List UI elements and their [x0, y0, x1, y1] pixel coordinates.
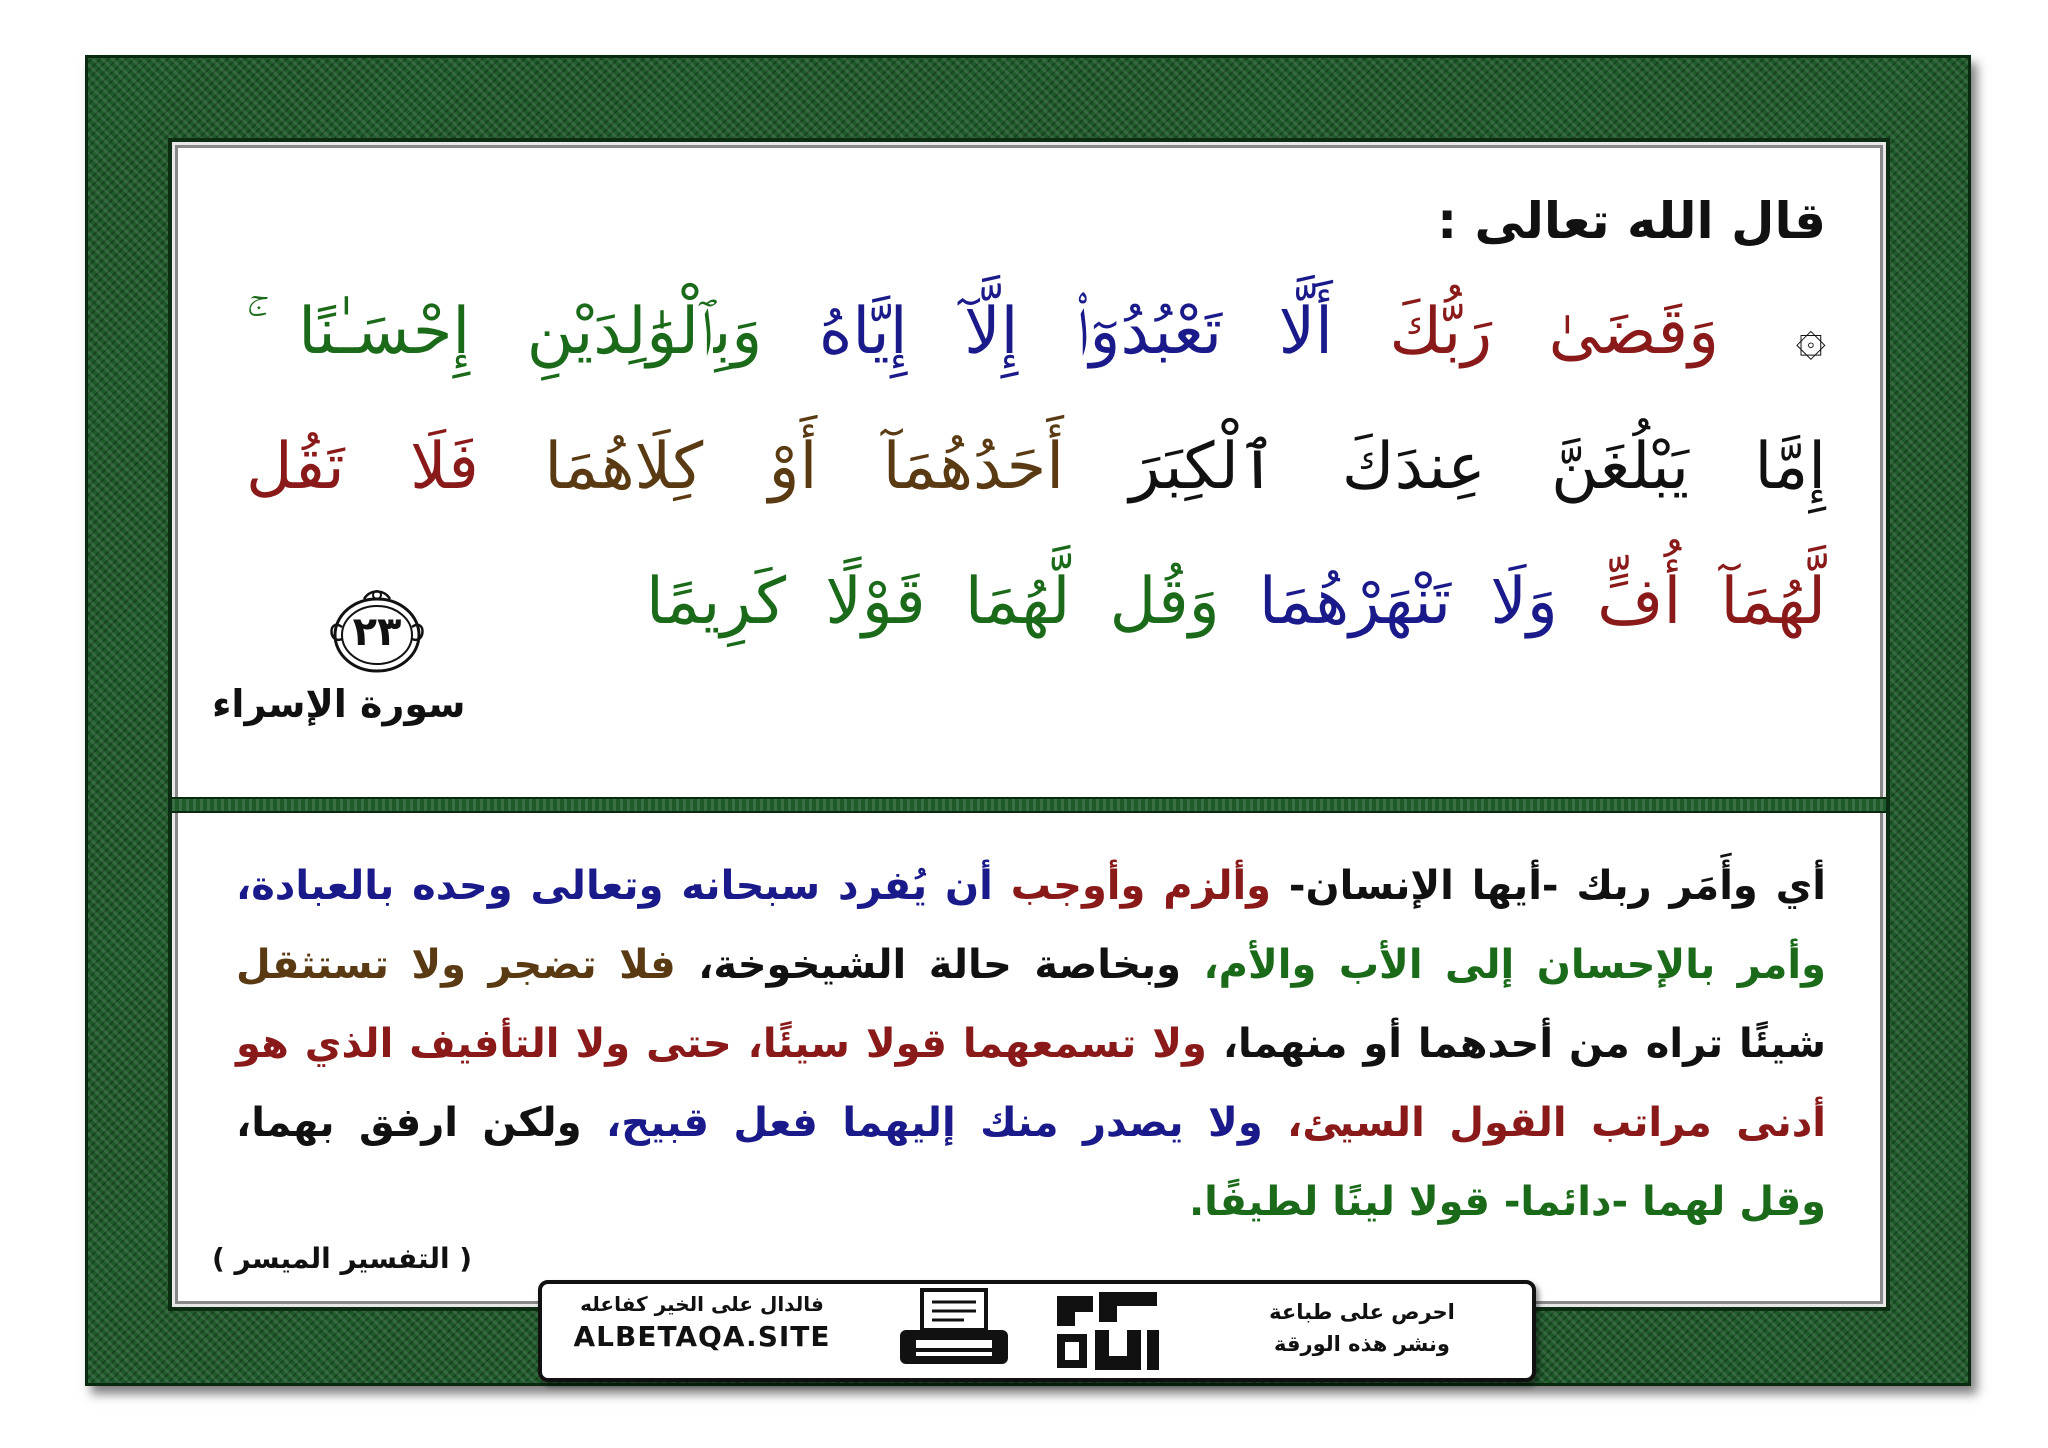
- banner-slogan: فالدال على الخير كفاعله: [580, 1292, 824, 1316]
- verse-line-2: [246, 427, 1826, 507]
- banner-right-line1: احرص على طباعة: [1269, 1300, 1455, 1324]
- tafsir-line: [236, 1163, 1826, 1242]
- tafsir-line: [236, 1084, 1826, 1163]
- tafsir-segment: وقل لهما -دائما- قولا لينًا لطيفًا.: [1188, 1179, 1826, 1225]
- rub-el-hizb-icon: ۞: [1795, 306, 1827, 367]
- tafsir-line: [236, 926, 1826, 1005]
- tafsir-segment: حتى ولا التأفيف الذي هو: [236, 1021, 732, 1067]
- verse-segment: لَّهُمَآ أُفٍّ: [1597, 565, 1827, 639]
- tafsir-segment: أدنى مراتب القول السيئ،: [1262, 1100, 1827, 1146]
- verse-line-1: [246, 292, 1826, 377]
- banner-left: [572, 1292, 832, 1353]
- verse-segment: فَلَا تَقُل: [246, 430, 479, 504]
- verse-segment: وَقَضَىٰ رَبُّكَ: [1389, 295, 1720, 369]
- intro-heading: قال الله تعالى :: [1437, 192, 1826, 250]
- verse-segment: وَبِٱلْوَٰلِدَيْنِ إِحْسَـٰنًا ۚ: [246, 295, 763, 369]
- site-link[interactable]: ALBETAQA.SITE: [573, 1320, 831, 1353]
- tafsir-segment: وأمر بالإحسان إلى الأب والأم،: [1180, 942, 1826, 988]
- tafsir-segment: ولا يصدر منك إليهما فعل قبيح،: [581, 1100, 1263, 1146]
- verse-segment: أَحَدُهُمَآ أَوْ كِلَاهُمَا: [544, 430, 1064, 504]
- tafsir-source: ( التفسير الميسر ): [212, 1242, 473, 1275]
- banner-right-line2: ونشر هذه الورقة: [1274, 1332, 1450, 1356]
- verse-segment: إِمَّا يَبْلُغَنَّ عِندَكَ ٱلْكِبَرَ: [1129, 430, 1826, 504]
- logo-icon: [1047, 1282, 1167, 1378]
- tafsir-segment: وألزم وأوجب: [1010, 863, 1272, 909]
- page-frame: [85, 55, 1971, 1386]
- tafsir-segment: أي وأَمَر ربك -أيها الإنسان-: [1271, 863, 1827, 909]
- ayah-number: ٢٣: [352, 609, 402, 655]
- tafsir-line: [236, 1005, 1826, 1084]
- section-divider: [172, 797, 1886, 813]
- printer-icon: [894, 1286, 1014, 1372]
- tafsir-segment: شيئًا تراه من أحدهما أو منهما،: [1206, 1021, 1826, 1067]
- verse-line-3: [646, 562, 1826, 642]
- tafsir-line: [236, 847, 1826, 926]
- verse-segment: وَلَا تَنْهَرْهُمَا: [1258, 565, 1558, 639]
- ayah-number-medallion: [322, 587, 432, 677]
- bottom-banner: [538, 1280, 1536, 1382]
- tafsir-text: [236, 847, 1826, 1242]
- tafsir-segment: فلا تضجر ولا تستثقل: [236, 942, 676, 988]
- banner-right: [1232, 1296, 1492, 1360]
- tafsir-segment: أن يُفرد سبحانه وتعالى وحده بالعبادة،: [236, 863, 1011, 909]
- tafsir-segment: ولكن ارفق بهما،: [236, 1100, 582, 1146]
- verse-segment: أَلَّا تَعْبُدُوٓا۟ إِلَّآ إِيَّاهُ: [818, 295, 1333, 369]
- content-card: [168, 138, 1890, 1311]
- surah-name: سورة الإسراء: [212, 682, 466, 726]
- verse-segment: وَقُل لَّهُمَا قَوْلًا كَرِيمًا: [646, 565, 1220, 639]
- tafsir-segment: وبخاصة حالة الشيخوخة،: [675, 942, 1181, 988]
- tafsir-segment: ولا تسمعهما قولا سيئًا،: [731, 1021, 1207, 1067]
